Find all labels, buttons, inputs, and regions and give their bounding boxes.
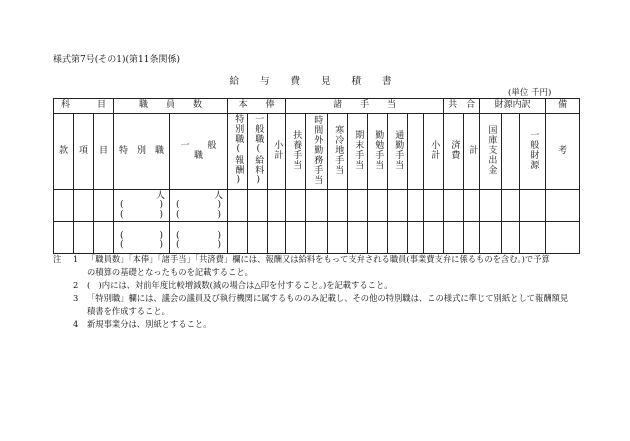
sub-kan: 款 [54, 114, 74, 190]
paren-open: ( [120, 209, 124, 220]
cell[interactable] [306, 222, 328, 254]
note-item [53, 253, 593, 266]
sub-general-salary: 一般職(給料) [253, 114, 264, 186]
cell-kou-1[interactable] [74, 190, 94, 222]
sub-remarks-ko: 考 [546, 114, 580, 190]
header-base-salary: 本 俸 [228, 99, 286, 114]
sub-national-subsidy: 国庫支出金 [486, 125, 497, 175]
cell[interactable] [480, 190, 502, 222]
unit-note: (単位 千円) [508, 88, 552, 98]
cell[interactable] [408, 222, 424, 254]
header-mutual-aid: 共 合 [444, 99, 480, 114]
sub-commute-allowance: 通勤手当 [393, 130, 404, 170]
cell[interactable] [268, 190, 286, 222]
cell-special-count-2[interactable] [114, 222, 170, 254]
note-continuation: の積算の基礎となったものを記載すること。 [87, 267, 253, 277]
cell-kan-2[interactable] [54, 222, 74, 254]
table-row [54, 222, 580, 254]
paren-open: ( [176, 200, 180, 211]
cell[interactable] [248, 190, 268, 222]
paren-close: ) [159, 230, 164, 241]
cell[interactable] [348, 222, 368, 254]
cell[interactable] [268, 222, 286, 254]
table-row [54, 190, 580, 222]
paren-close: ) [217, 230, 222, 241]
cell[interactable] [520, 190, 546, 222]
sub-moku: 目 [94, 114, 114, 190]
note-text: 「特別職」欄には、議会の議員及び執行機関に属するもののみ記載し、その他の特別職は、この様式に準じて別紙として報酬額見 [87, 293, 569, 303]
cell-general-count-2[interactable] [170, 222, 228, 254]
cell-moku-1[interactable] [94, 190, 114, 222]
note-item [53, 318, 593, 331]
header-remarks: 備 [546, 99, 580, 114]
sub-general-funds: 一般財源 [528, 130, 539, 170]
cell[interactable] [286, 190, 306, 222]
sub-blank-2 [502, 114, 520, 190]
cell-general-count-1[interactable] [170, 190, 228, 222]
paren-close: ) [159, 239, 164, 250]
paren-open: ( [176, 230, 180, 241]
cell-moku-2[interactable] [94, 222, 114, 254]
note-number: 2 [73, 280, 79, 290]
paren-open: ( [120, 239, 124, 250]
cell-kou-2[interactable] [74, 222, 94, 254]
document-title: 給 与 費 見 積 書 [229, 76, 401, 87]
sub-subtotal-1: 小計 [272, 140, 283, 160]
cell[interactable] [328, 190, 348, 222]
header-funding: 財源内訳 [480, 99, 546, 114]
note-continuation: 積書を作成すること。 [87, 306, 170, 316]
sub-general-staff: 一 般 職 [170, 114, 228, 190]
sub-special-staff: 特 別 職 [114, 114, 170, 190]
sub-diligence-allowance: 勤勉手当 [373, 130, 384, 170]
sub-mutual-aid-cost: 済費 [449, 140, 460, 160]
sub-cold-region-allowance: 寒冷地手当 [333, 125, 344, 175]
cell[interactable] [546, 222, 580, 254]
cell[interactable] [306, 190, 328, 222]
cell[interactable] [368, 222, 388, 254]
cell[interactable] [502, 190, 520, 222]
note-prefix: 注 [53, 254, 62, 264]
cell[interactable] [408, 190, 424, 222]
note-text: 新規事業分は、別紙とすること。 [87, 319, 212, 329]
paren-close: ) [217, 239, 222, 250]
paren-open: ( [176, 209, 180, 220]
cell[interactable] [520, 222, 546, 254]
paren-open: ( [120, 200, 124, 211]
cell[interactable] [348, 190, 368, 222]
cell[interactable] [228, 190, 248, 222]
paren-close: ) [217, 200, 222, 211]
cell[interactable] [368, 190, 388, 222]
notes-section [53, 253, 593, 331]
cell[interactable] [248, 222, 268, 254]
cell[interactable] [444, 190, 464, 222]
cell[interactable] [328, 222, 348, 254]
salary-estimate-table [53, 98, 580, 254]
cell-kan-1[interactable] [54, 190, 74, 222]
note-number: 3 [73, 293, 79, 303]
form-label: 様式第7号(その1)(第11条関係) [53, 55, 180, 65]
cell[interactable] [546, 190, 580, 222]
paren-open: ( [176, 239, 180, 250]
paren-close: ) [159, 209, 164, 220]
cell[interactable] [502, 222, 520, 254]
cell[interactable] [388, 190, 408, 222]
sub-blank [408, 114, 424, 190]
paren-close: ) [159, 200, 164, 211]
note-text: 「職員数」「本俸」「諸手当」「共済費」欄には、報酬又は給料をもって支弁される職員(事業費支弁に係るものを含む。)で予算 [87, 254, 550, 264]
cell[interactable] [286, 222, 306, 254]
note-text: ( )内には、対前年度比較増減数(減の場合は△印を付すること。)を記載すること。 [87, 280, 393, 290]
paren-close: ) [217, 209, 222, 220]
sub-term-end-allowance: 期末手当 [353, 130, 364, 170]
cell[interactable] [388, 222, 408, 254]
cell[interactable] [228, 222, 248, 254]
header-kamoku: 科 目 [54, 99, 114, 114]
cell[interactable] [464, 190, 480, 222]
note-item [53, 292, 593, 305]
unit-person: 人 [214, 190, 224, 201]
cell[interactable] [424, 190, 444, 222]
sub-kou: 項 [74, 114, 94, 190]
sub-special-remuneration: 特別職(報酬) [233, 114, 244, 186]
header-allowances: 諸 手 当 [286, 99, 444, 114]
cell[interactable] [480, 222, 502, 254]
paren-open: ( [120, 230, 124, 241]
sub-overtime-allowance: 時間外勤務手当 [312, 115, 323, 185]
cell[interactable] [464, 222, 480, 254]
sub-dependent-allowance: 扶養手当 [291, 130, 302, 170]
cell[interactable] [424, 222, 444, 254]
header-staff-count: 職 員 数 [114, 99, 228, 114]
cell-special-count-1[interactable] [114, 190, 170, 222]
note-number: 4 [73, 319, 79, 329]
sub-total: 計 [467, 145, 478, 155]
note-number: 1 [73, 254, 79, 264]
unit-person: 人 [156, 190, 166, 201]
cell[interactable] [444, 222, 464, 254]
note-item [53, 279, 593, 292]
sub-subtotal-2: 小計 [429, 140, 440, 160]
